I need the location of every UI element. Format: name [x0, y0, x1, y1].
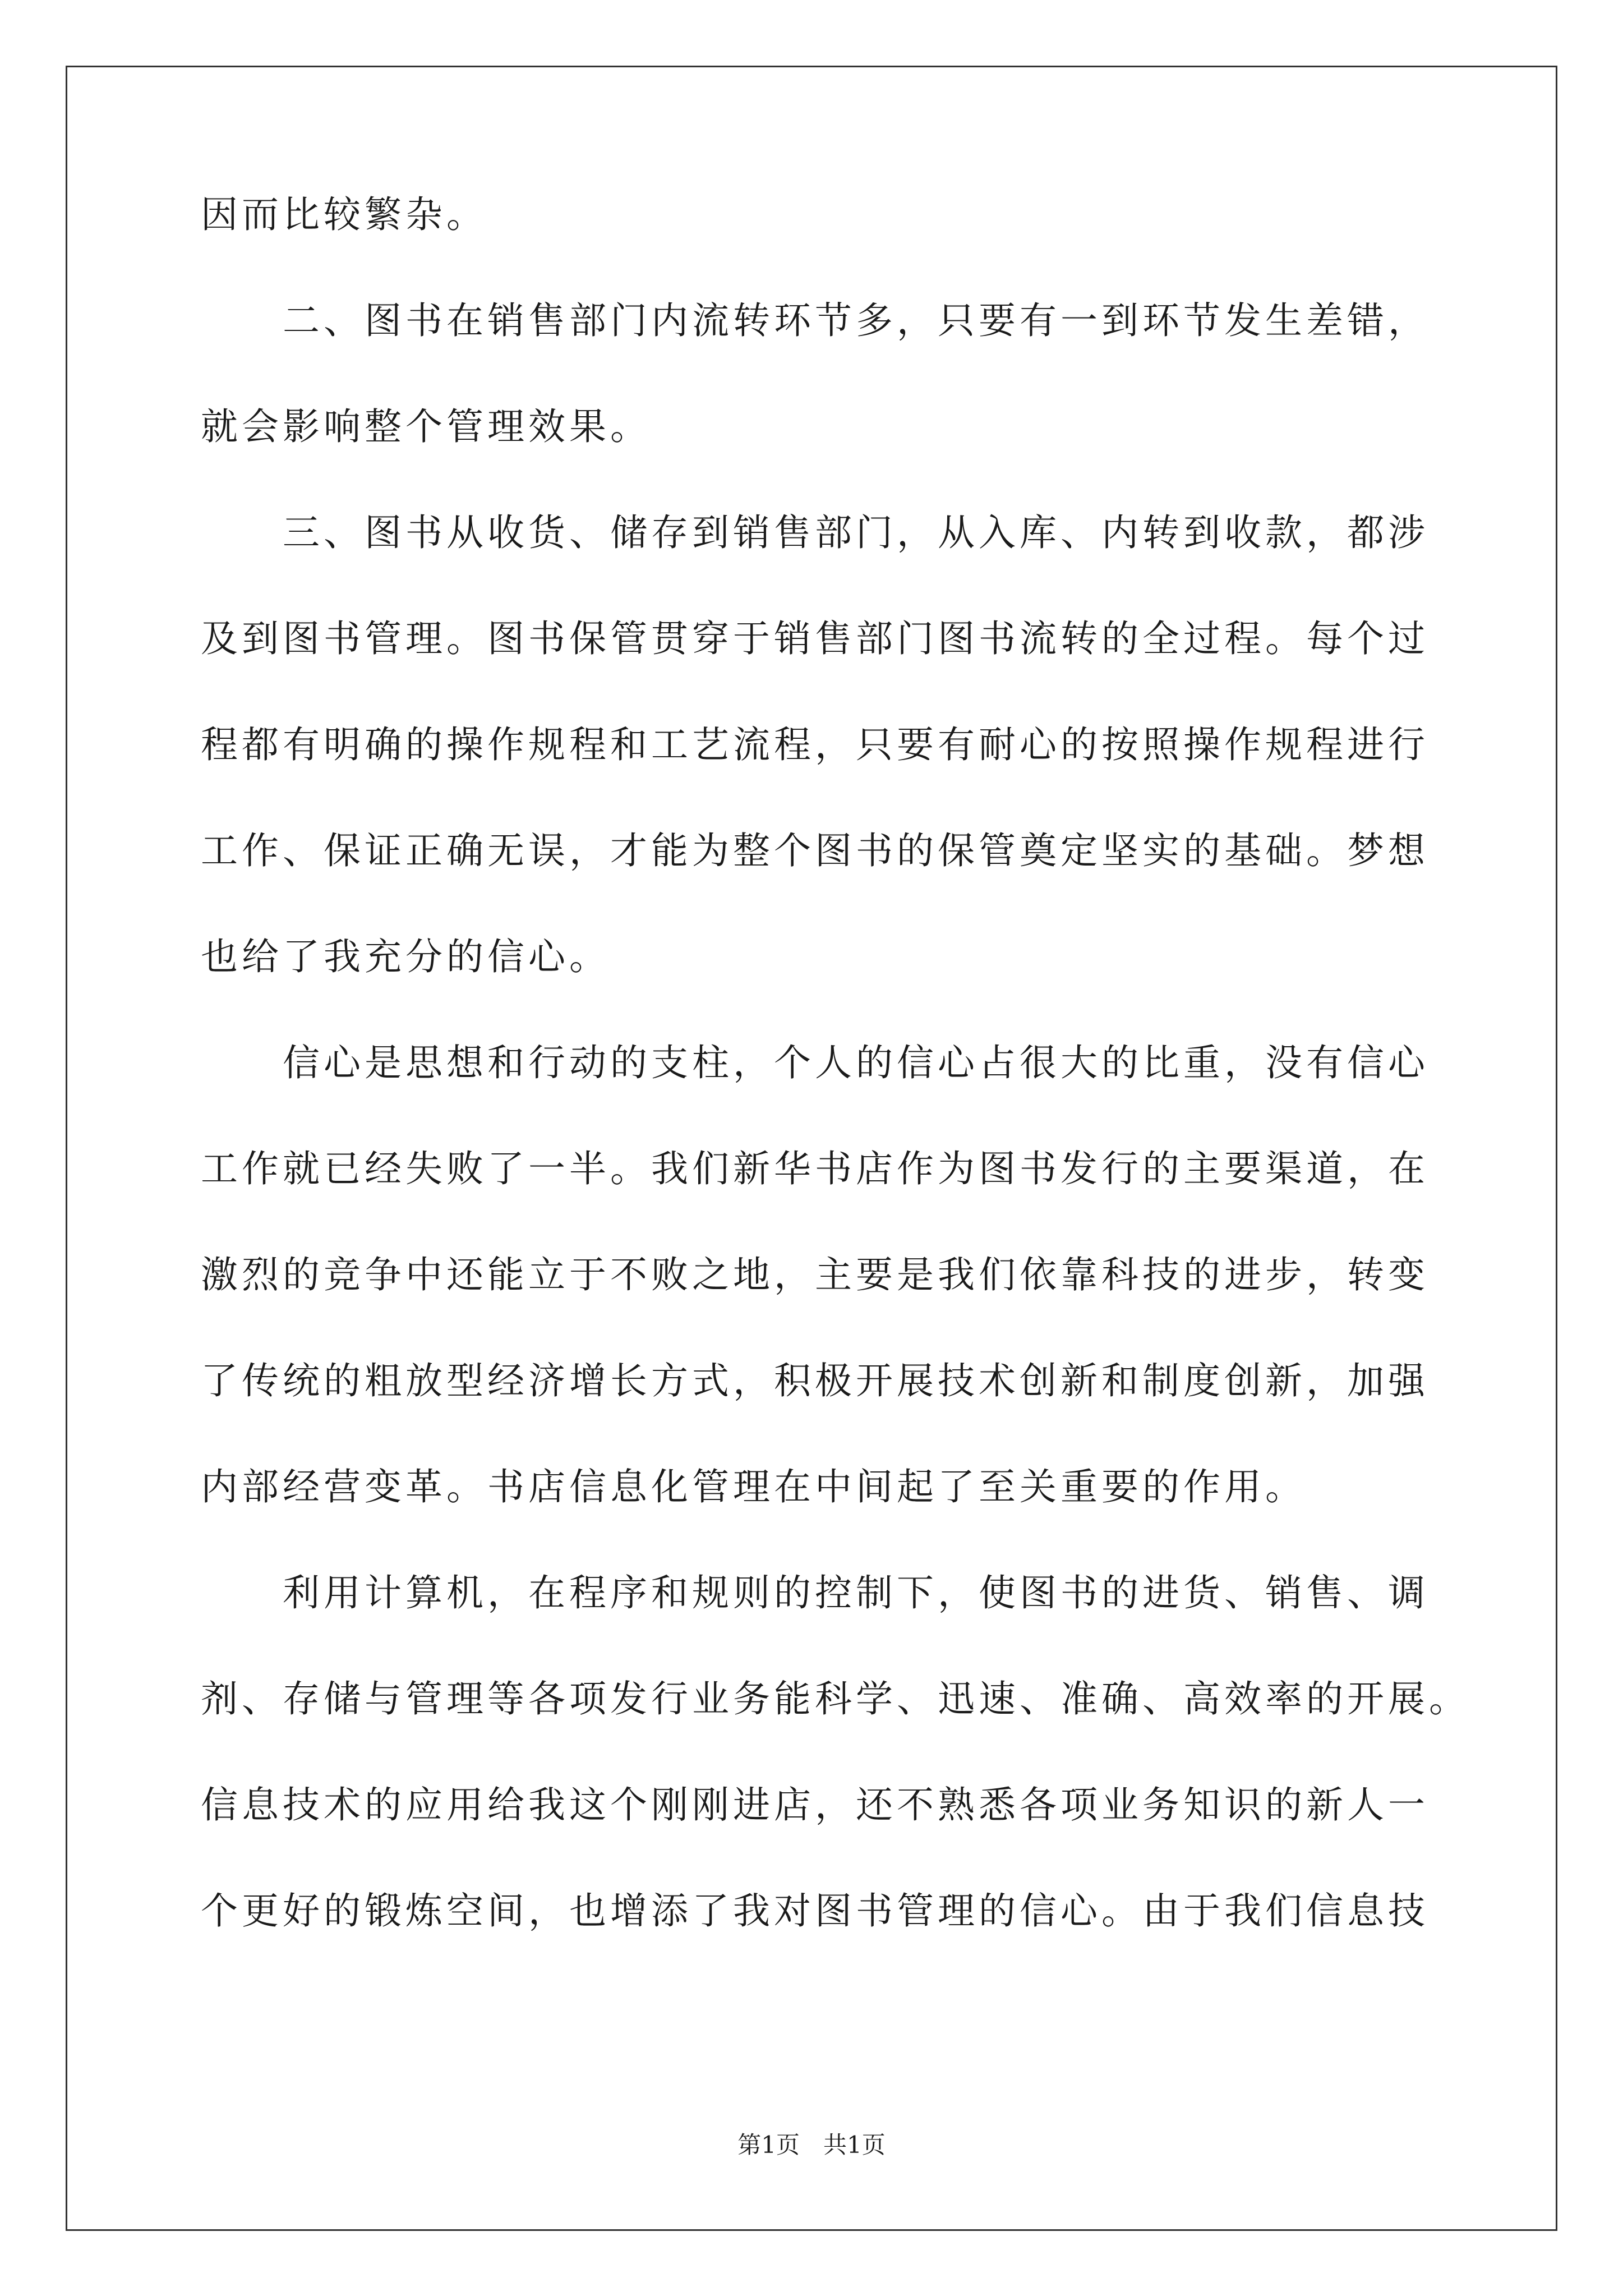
text-line: 就会影响整个管理效果。	[201, 405, 651, 448]
text-line: 也给了我充分的信心。	[201, 935, 610, 978]
text-line: 程都有明确的操作规程和工艺流程，只要有耐心的按照操作规程进行	[201, 723, 1429, 766]
text-line: 激烈的竞争中还能立于不败之地，主要是我们依靠科技的进步，转变	[201, 1253, 1429, 1296]
text-line: 三、图书从收货、储存到销售部门，从入库、内转到收款，都涉	[201, 511, 1429, 554]
text-line: 剂、存储与管理等各项发行业务能科学、迅速、准确、高效率的开展。	[201, 1677, 1470, 1720]
text-line: 信息技术的应用给我这个刚刚进店，还不熟悉各项业务知识的新人一	[201, 1783, 1429, 1826]
text-line: 因而比较繁杂。	[201, 193, 487, 236]
text-line: 了传统的粗放型经济增长方式，积极开展技术创新和制度创新，加强	[201, 1359, 1429, 1402]
page-footer: 第1页 共1页	[737, 2131, 886, 2159]
text-line: 利用计算机，在程序和规则的控制下，使图书的进货、销售、调	[201, 1571, 1429, 1614]
text-line: 及到图书管理。图书保管贯穿于销售部门图书流转的全过程。每个过	[201, 617, 1429, 660]
text-line: 工作就已经失败了一半。我们新华书店作为图书发行的主要渠道，在	[201, 1147, 1429, 1190]
text-line: 二、图书在销售部门内流转环节多，只要有一到环节发生差错，	[201, 299, 1429, 342]
document-body	[201, 193, 1470, 1999]
text-line: 个更好的锻炼空间，也增添了我对图书管理的信心。由于我们信息技	[201, 1889, 1429, 1932]
text-line: 信心是思想和行动的支柱，个人的信心占很大的比重，没有信心	[201, 1041, 1429, 1084]
text-line: 内部经营变革。书店信息化管理在中间起了至关重要的作用。	[201, 1465, 1306, 1508]
text-line: 工作、保证正确无误，才能为整个图书的保管奠定坚实的基础。梦想	[201, 829, 1429, 872]
